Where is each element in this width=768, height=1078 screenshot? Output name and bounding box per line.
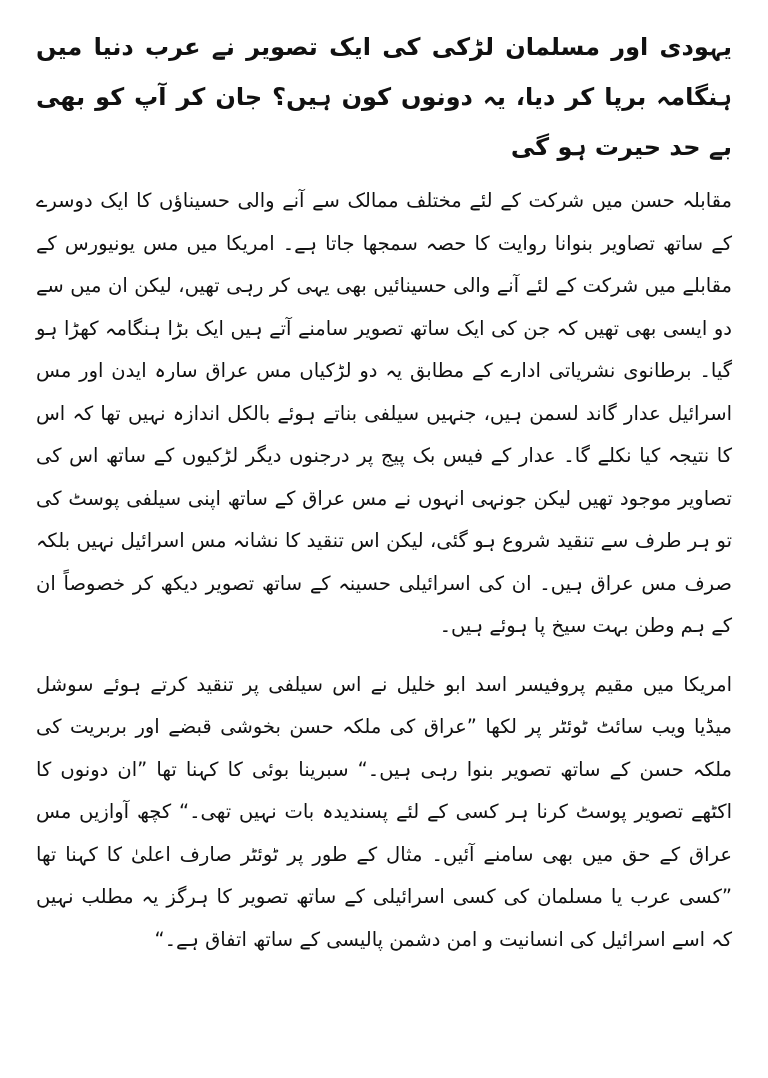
article-paragraph-2: امریکا میں مقیم پروفیسر اسد ابو خلیل نے اس سیلفی پر تنقید کرتے ہوئے سوشل میڈیا ویب سائٹ ٹوئٹر پر لکھا ”عراق کی ملکہ حسن بخوشی قبضے اور بربریت کی ملکہ حسن کے ساتھ تصویر بنوا رہی ہیں۔“ سبرینا بوئی کا کہنا تھا ”ان دونوں کا اکٹھے تصویر پوسٹ کرنا ہر کسی کے لئے پسندیدہ بات نہیں تھی۔“ کچھ آوازیں مس عراق کے حق میں بھی سامنے آئیں۔ مثال کے طور پر ٹوئٹر صارف اعلیٰ کا کہنا تھا ”کسی عرب یا مسلمان کی کسی اسرائیلی کے ساتھ تصویر کا ہرگز یہ مطلب نہیں کہ اسے اسرائیل کی انسانیت و امن دشمن پالیسی کے ساتھ اتفاق ہے۔“: [36, 672, 732, 951]
article-headline: یہودی اور مسلمان لڑکی کی ایک تصویر نے عرب دنیا میں ہنگامہ برپا کر دیا، یہ دونوں کون ہیں؟ جان کر آپ کو بھی بے حد حیرت ہو گی: [36, 33, 732, 161]
article-paragraph-1: مقابلہ حسن میں شرکت کے لئے مختلف ممالک سے آنے والی حسیناؤں کا ایک دوسرے کے ساتھ تصاویر بنوانا روایت کا حصہ سمجھا جاتا ہے۔ امریکا میں مس یونیورس کے مقابلے میں شرکت کے لئے آنے والی حسینائیں بھی یہی کر رہی تھیں، لیکن ان میں سے دو ایسی بھی تھیں کہ جن کی ایک ساتھ تصویر سامنے آتے ہیں ایک بڑا ہنگامہ کھڑا ہو گیا۔ برطانوی نشریاتی ادارے کے مطابق یہ دو لڑکیاں مس عراق سارہ ایدن اور مس اسرائیل عدار گاند لسمن ہیں، جنہیں سیلفی بناتے ہوئے بالکل اندازہ نہیں تھا کہ اس کا نتیجہ کیا نکلے گا۔ عدار کے فیس بک پیج پر درجنوں دیگر لڑکیوں کے ساتھ اس کی تصاویر موجود تھیں لیکن جونہی انہوں نے مس عراق کے ساتھ اپنی سیلفی پوسٹ کی تو ہر طرف سے تنقید شروع ہو گئی، لیکن اس تنقید کا نشانہ مس اسرائیل نہیں بلکہ صرف مس عراق ہیں۔ ان کی اسرائیلی حسینہ کے ساتھ تصویر دیکھ کر خصوصاً ان کے ہم وطن بہت سیخ پا ہوئے ہیں۔: [36, 189, 732, 637]
